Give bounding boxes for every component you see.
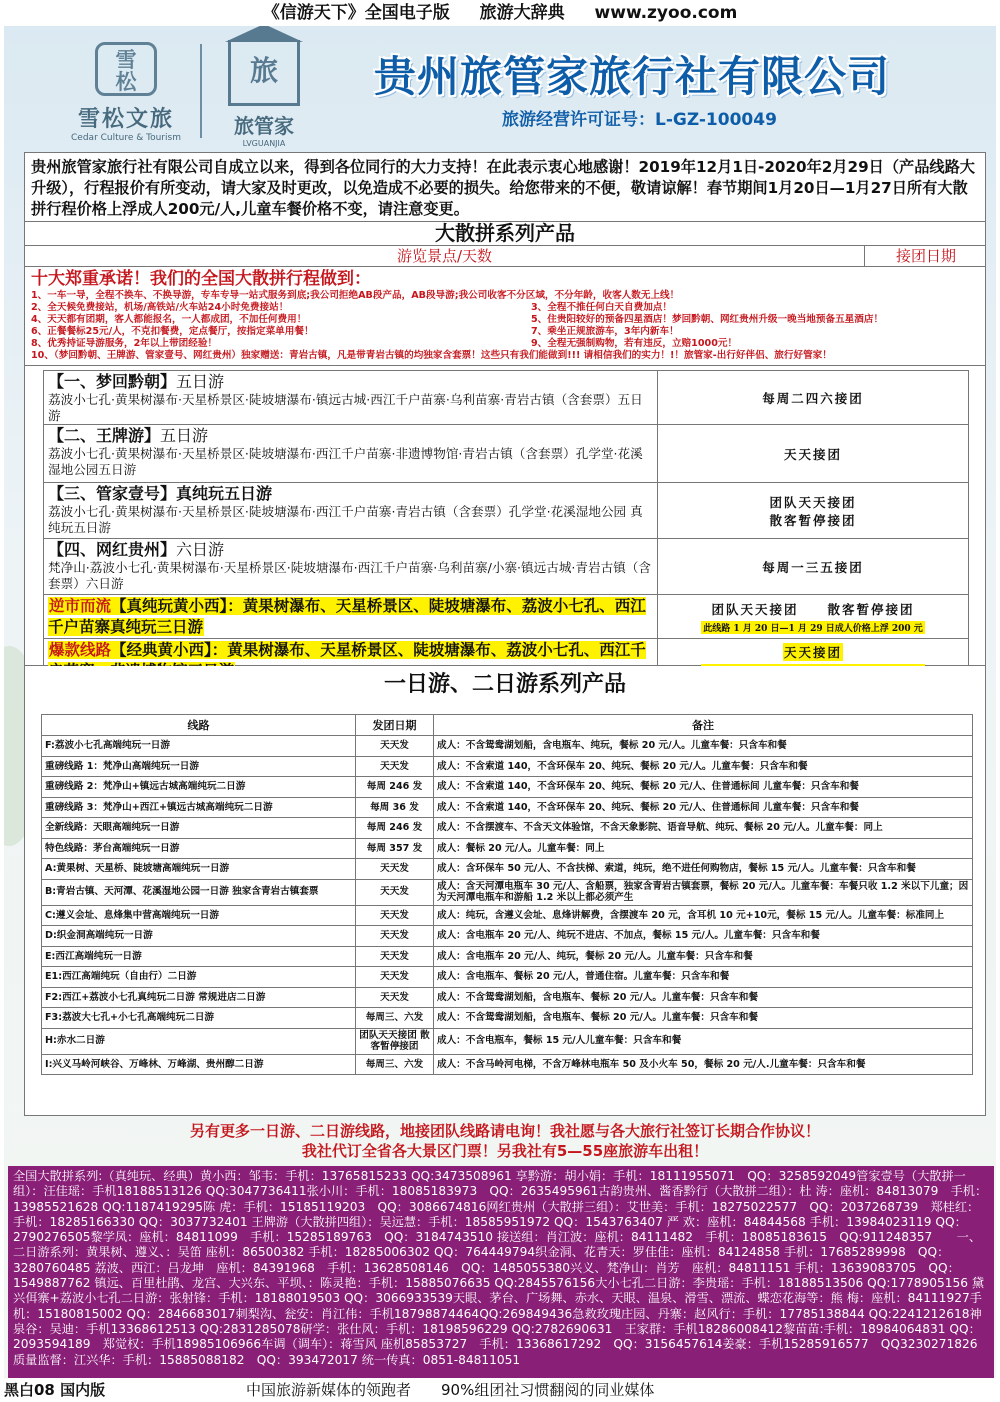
date-cell: 天天发 (356, 987, 434, 1008)
promise-item: 4、天天都有团期，客人都能报名，一人都成团，不加任何费用！ (31, 314, 307, 325)
page-number: 黑白08 国内版 (4, 1381, 106, 1399)
remark-cell: 成人：餐标 20 元/人。儿童车餐：同上 (434, 838, 973, 859)
special-date: 团队天天接团 散客暂停接团 (711, 601, 915, 617)
promise-item: 10、（梦回黔朝、王牌游、管家壹号、网红贵州）独家赠送：青岩古镇，凡是带青岩古镇的均独家含套票！这些只有我们能做到!!! 请相信我们的实力！!！旅管家-出行好伴侣、旅行好管家！ (31, 350, 832, 361)
route-cell: D:织金洞高端纯玩一日游 (42, 926, 356, 947)
day-tour-table (41, 714, 973, 1075)
route-date-2: 散客暂停接团 (769, 512, 857, 528)
route-days: 五日游 (176, 372, 225, 391)
remark-cell: 成人：含电瓶车、餐标 20 元/人，普通住宿。儿童车餐：只含车和餐 (434, 967, 973, 988)
banner-line-1: 另有更多一日游、二日游线路，地接团队线路请电询！我社愿与各大旅行社签订长期合作协议！ (189, 1122, 820, 1140)
route-cell: 特色线路：茅台高端纯玩一日游 (42, 838, 356, 859)
route-cell: B:青岩古镇、天河潭、花溪湿地公园一日游 独家含青岩古镇套票 (42, 879, 356, 905)
remark-cell: 成人：不含索道 140，不含环保车 20、纯玩、餐标 20 元/人、住普通标间 儿童车餐：只含车和餐 (434, 797, 973, 818)
cedar-seal-icon: 雪 松 (95, 42, 157, 96)
date-cell: 每周 357 发 (356, 838, 434, 859)
publication-subtitle: 旅游大辞典 (479, 3, 565, 23)
table-row (42, 1054, 973, 1075)
remark-cell: 成人：不含鸳鸯湖划船，含电瓶车、餐标 20 元/人。儿童车餐：只含车和餐 (434, 1008, 973, 1029)
special-route-row (43, 594, 969, 638)
promise-list (31, 290, 979, 362)
lvguanjia-brand-en: LVGUANJIA (242, 139, 286, 148)
table-row (42, 1008, 973, 1029)
contact-directory: 全国大散拼系列:（真纯玩、经典）黄小西：邹韦：手机：13765815233 QQ:3473508961 享黔游：胡小娟：手机：18111955071 QQ：3258592049管家壹号（大散拼一组）：汪佳瑶：手机18188513126 QQ:3047736411张小川：手机：18085183973 QQ：2635495961古韵贵州、酱香黔行（大散拼二组）：杜 涛：座机：84813079 手机：13985521628 QQ:1187419295陈 虎：手机：15185119203 QQ：3086674816网红贵州（大散拼三组）：艾世美：手机：18275022577 QQ：2037268739 郑桂红：手机：18285166330 QQ：3037732401 王牌游（大散拼四组）：吴远慧：手机：18585951972 QQ：1543763407 严 欢：座机：84844568 手机：13984023119 QQ：2790276505黎学凤：座机：84811099 手机：15285189763 QQ：3184743510 接送组：肖江波：座机：84111482 手机：18085183615 QQ:911248357 一、二日游系列：黄果树、遵义、：吴笛 座机：86500382 手机：18285006302 QQ：764449794织金洞、花青天：罗佳佳：座机：84124858 手机：17685289998 QQ：3280760485 荔波、西江：吕龙坤 座机：84391968 手机：13628508146 QQ：1485055380兴义、梵净山：肖芳 座机：84811151 手机：13639083705 QQ：1549887762 镇远、百里杜鹃、龙宫、大兴东、平坝、：陈灵艳：手机：15885076635 QQ:2845576156大小七孔二日游：李贵瑶：手机：18188513506 QQ:1778905156 黛兴佴寨+荔波小七孔二日游：张射锋：手机：18188019503 QQ：3066933539天眼、茅台、广场舞、赤水、天眼、温泉、滑雪、漂流、蝶恋花海等：熊 梅：座机：84111927手机：15180815002 QQ：2846683017刺梨沟、瓮安：肖江伟：手机18798874464QQ:269849436急救玫瑰庄园、丹寨：赵风行：手机：17785138844 QQ:2241212618神泉谷：吴迪：手机13368612513 QQ:2831285078研学：张仕风：手机：18198596229 QQ:2782690631 王家群：手机18286008412黎苗苗:手机：18984064831 QQ：2093594189 郑觉权：手机18985106966车调（调车）：蒋雪风 座机85853727 手机：13368617292 QQ：3156457614姜豪：手机15285916577 QQ3230271826 质量监督：江兴华：手机：15885088182 QQ：393472017 统一传真：0851-84811051 (8, 1166, 994, 1378)
cedar-logo (66, 42, 186, 150)
table-row (42, 736, 973, 757)
remark-cell: 成人：不含电瓶车，餐标 15 元/人儿童车餐：只含车和餐 (434, 1028, 973, 1054)
remark-cell: 成人：不含索道 140，不含环保车 20、纯玩、餐标 20 元/人。儿童车餐：只含车和餐 (434, 756, 973, 777)
promise-title: 十大郑重承诺！我们的全国大散拼行程做到： (31, 269, 371, 289)
promise-item: 5、住贵阳较好的预备四星酒店！梦回黔朝、网红贵州升级一晚当地预备五星酒店！ (531, 314, 884, 325)
route-date: 每周一三五接团 (762, 559, 864, 575)
date-cell: 天天发 (356, 736, 434, 757)
special-prefix: 逆市而流 (49, 597, 112, 615)
remark-cell: 成人：不含马岭河电梯，不含万峰林电瓶车 50 及小火车 50，餐标 20 元/人.儿童车餐：只含车和餐 (434, 1054, 973, 1075)
route-date: 天天接团 (783, 446, 842, 462)
remark-cell: 成人：不含索道 140，不含环保车 20、纯玩、餐标 20 元/人、住普通标间 儿童车餐：只含车和餐 (434, 777, 973, 798)
table-row (42, 838, 973, 859)
table-row (42, 946, 973, 967)
date-cell: 每周三、六发 (356, 1054, 434, 1075)
table-row (42, 967, 973, 988)
header (4, 26, 996, 151)
col-spots: 游览景点/天数 (25, 246, 865, 266)
promise-item: 3、全程不推任何白天自费加点！ (531, 302, 672, 313)
route-name: 【四、网红贵州】 (48, 540, 177, 559)
table-row (42, 797, 973, 818)
table-row (42, 756, 973, 777)
route-desc: 梵净山·荔波小七孔·黄果树瀑布·天星桥景区·陡坡塘瀑布·西江千户苗寨·乌利苗寨/小寨·镇远古城·青岩古镇（含套票）六日游 (48, 560, 651, 591)
page-footer (0, 1378, 1000, 1402)
route-row (43, 482, 969, 538)
route-name: 【三、管家壹号】 (48, 484, 177, 503)
publication-url[interactable]: www.zyoo.com (594, 3, 738, 23)
publication-title: 《信游天下》全国电子版 (262, 3, 450, 23)
route-row (43, 424, 969, 482)
route-desc: 荔波小七孔·黄果树瀑布·天星桥景区·陡坡塘瀑布·镇远古城·西江千户苗寨·乌利苗寨·青岩古镇（含套票）五日游 (48, 392, 643, 423)
promise-item: 8、优秀持证导游服务，2年以上带团经验！ (31, 338, 218, 349)
date-cell: 天天发 (356, 859, 434, 880)
table-row (42, 859, 973, 880)
route-cell: F2:西江+荔波小七孔真纯玩二日游 常规进店二日游 (42, 987, 356, 1008)
route-cell: E1:西江高端纯玩（自由行）二日游 (42, 967, 356, 988)
promise-item: 9、全程无强制购物，若有违反，立赔1000元！ (531, 338, 738, 349)
col-date: 接团日期 (895, 247, 956, 265)
table-row (42, 777, 973, 798)
table-row (42, 905, 973, 926)
section-title-day-tours: 一日游、二日游系列产品 (24, 666, 986, 706)
remark-cell: 成人：含环保车 50 元/人、不含扶梯、索道，纯玩，绝不进任何购物店，餐标 15 元/人。儿童车餐：只含车和餐 (434, 859, 973, 880)
special-text: 【真纯玩黄小西】：黄果树瀑布、天星桥景区、陡坡塘瀑布、荔波小七孔、西江千户苗寨真纯玩三日游 (48, 597, 646, 636)
route-desc: 荔波小七孔·黄果树瀑布·天星桥景区·陡坡塘瀑布·西江千户苗寨·非遗博物馆·青岩古镇（含套票）孔学堂·花溪湿地公园五日游 (48, 446, 643, 477)
date-cell: 每周 246 发 (356, 777, 434, 798)
route-days: 真纯玩五日游 (176, 484, 273, 503)
special-date: 天天接团 (783, 645, 842, 660)
route-name: 【一、梦回黔朝】 (48, 372, 177, 391)
remark-cell: 成人：纯玩，含遵义会址、息烽讲解费，含摆渡车 20 元，含耳机 10 元+10元，餐标 15 元/人。儿童车餐：标准同上 (434, 905, 973, 926)
route-row (43, 370, 969, 424)
date-cell: 天天发 (356, 967, 434, 988)
call-banner (24, 1116, 986, 1164)
date-cell: 天天发 (356, 926, 434, 947)
route-cell: A:黄果树、天星桥、陡坡塘高端纯玩一日游 (42, 859, 356, 880)
date-cell: 天天发 (356, 879, 434, 905)
date-cell: 每周三、六发 (356, 1008, 434, 1029)
notice-box: 贵州旅管家旅行社有限公司自成立以来，得到各位同行的大力支持！在此表示衷心地感谢！2019年12月1日-2020年2月29日（产品线路大升级），行程报价有所变动，请大家及时更改，以免造成不必要的损失。给您带来的不便，敬请谅解！春节期间1月20日—1月27日所有大散拼行程价格上浮成人200元/人,儿童车餐价格不变，请注意变更。 (24, 152, 986, 222)
route-row (43, 538, 969, 594)
route-cell: 重磅线路 3：梵净山+西江+镇远古城高端纯玩二日游 (42, 797, 356, 818)
table-row (42, 987, 973, 1008)
remark-cell: 成人：含电瓶车 20 元/人、纯玩，餐标 20 元/人。儿童车餐：只含车和餐 (434, 946, 973, 967)
route-days: 五日游 (160, 426, 209, 445)
promise-item: 1、一车一导，全程不换车、不换导游，专车专导一站式服务到底;我公司拒绝AB段产品，AB段导游;我公司收客不分区域，不分年龄，收客人数无上线！ (31, 290, 680, 301)
remark-cell: 成人：不含鸳鸯湖划船，含电瓶车、纯玩，餐标 20 元/人。儿童车餐：只含车和餐 (434, 736, 973, 757)
date-cell: 团队天天接团 散客暂停接团 (356, 1028, 434, 1054)
banner-line-2: 我社代订全省各大景区门票！另我社有5—55座旅游车出租！ (301, 1142, 709, 1160)
route-cell: 全新线路：天眼高端纯玩一日游 (42, 818, 356, 839)
route-date: 每周二四六接团 (762, 390, 864, 406)
route-cell: C:遵义会址、息烽集中营高端纯玩一日游 (42, 905, 356, 926)
header-date: 发团日期 (356, 715, 434, 736)
table-row (42, 818, 973, 839)
top-banner (0, 0, 1000, 26)
remark-cell: 成人：含天河潭电瓶车 30 元/人、含船票，独家含青岩古镇套票，餐标 20 元/人。儿童车餐：车餐只收 1.2 米以下儿童；因为天河潭电瓶车和游船 1.2 米以上都必须产生 (434, 879, 973, 905)
date-cell: 每周 36 发 (356, 797, 434, 818)
header-remark: 备注 (434, 715, 973, 736)
promise-box (24, 267, 986, 366)
house-icon: 旅 (228, 40, 300, 106)
route-days: 六日游 (176, 540, 225, 559)
license-number: 旅游经营许可证号：L-GZ-100049 (502, 110, 777, 130)
route-cell: F3:荔波大七孔+小七孔高端纯玩二日游 (42, 1008, 356, 1029)
route-cell: F:荔波小七孔高端纯玩一日游 (42, 736, 356, 757)
route-cell: I:兴义马岭河峡谷、万峰林、万峰湖、贵州醇二日游 (42, 1054, 356, 1075)
route-cell: 重磅线路 2：梵净山+镇远古城高端纯玩二日游 (42, 777, 356, 798)
remark-cell: 成人：不含鸳鸯湖划船，含电瓶车、餐标 20 元/人。儿童车餐：只含车和餐 (434, 987, 973, 1008)
logo-divider (200, 44, 202, 138)
route-table-header (24, 246, 986, 267)
lvguanjia-logo (218, 40, 310, 148)
company-name: 贵州旅管家旅行社有限公司 (374, 52, 891, 101)
table-row (42, 926, 973, 947)
section-title-group-tours: 大散拼系列产品 (24, 222, 986, 246)
route-desc: 荔波小七孔·黄果树瀑布·天星桥景区·陡坡塘瀑布·西江千户苗寨·青岩古镇（含套票）孔学堂·花溪湿地公园 真纯玩五日游 (48, 504, 643, 535)
footer-slogan: 中国旅游新媒体的领跑者 90%组团社习惯翻阅的同业媒体 (246, 1381, 655, 1399)
date-cell: 天天发 (356, 756, 434, 777)
route-cell: 重磅线路 1：梵净山高端纯玩一日游 (42, 756, 356, 777)
special-text: 【经典黄小西】：黄果树瀑布、天星桥景区、陡坡塘瀑布、荔波小七孔、西江千 (111, 641, 646, 659)
cedar-brand-en: Cedar Culture & Tourism (71, 133, 181, 143)
route-list (24, 366, 986, 666)
special-prefix: 爆款线路 (49, 641, 112, 659)
remark-cell: 成人：含电瓶车 20 元/人、纯玩不进店、不加点，餐标 15 元/人。儿童车餐：只含车和餐 (434, 926, 973, 947)
promise-item: 2、全天候免费接站，机场/高铁站/火车站24小时免费接站！ (31, 302, 289, 313)
route-date: 团队天天接团 (769, 494, 857, 510)
route-cell: H:赤水二日游 (42, 1028, 356, 1054)
remark-cell: 成人：不含摆渡车、不含天文体验馆，不含天象影院、语音导航、纯玩、餐标 20 元/人。儿童车餐：同上 (434, 818, 973, 839)
day-tour-table-wrap (24, 706, 986, 1116)
date-cell: 每周 246 发 (356, 818, 434, 839)
advert-sheet (4, 26, 996, 1378)
table-row (42, 1028, 973, 1054)
special-note: 此线路 1 月 20 日—1 月 29 日成人价格上浮 200 元 (701, 621, 925, 634)
lvguanjia-brand-name: 旅管家 (234, 114, 294, 138)
promise-item: 7、乘坐正规旅游车，3年内新车！ (531, 326, 679, 337)
header-route: 线路 (42, 715, 356, 736)
date-cell: 天天发 (356, 905, 434, 926)
route-name: 【二、王牌游】 (48, 426, 161, 445)
cedar-brand-name: 雪松文旅 (77, 107, 174, 132)
promise-item: 6、正餐餐标25元/人，不克扣餐费，定点餐厅，按指定菜单用餐！ (31, 326, 314, 337)
table-row (42, 879, 973, 905)
date-cell: 天天发 (356, 946, 434, 967)
route-cell: E:西江高端纯玩一日游 (42, 946, 356, 967)
